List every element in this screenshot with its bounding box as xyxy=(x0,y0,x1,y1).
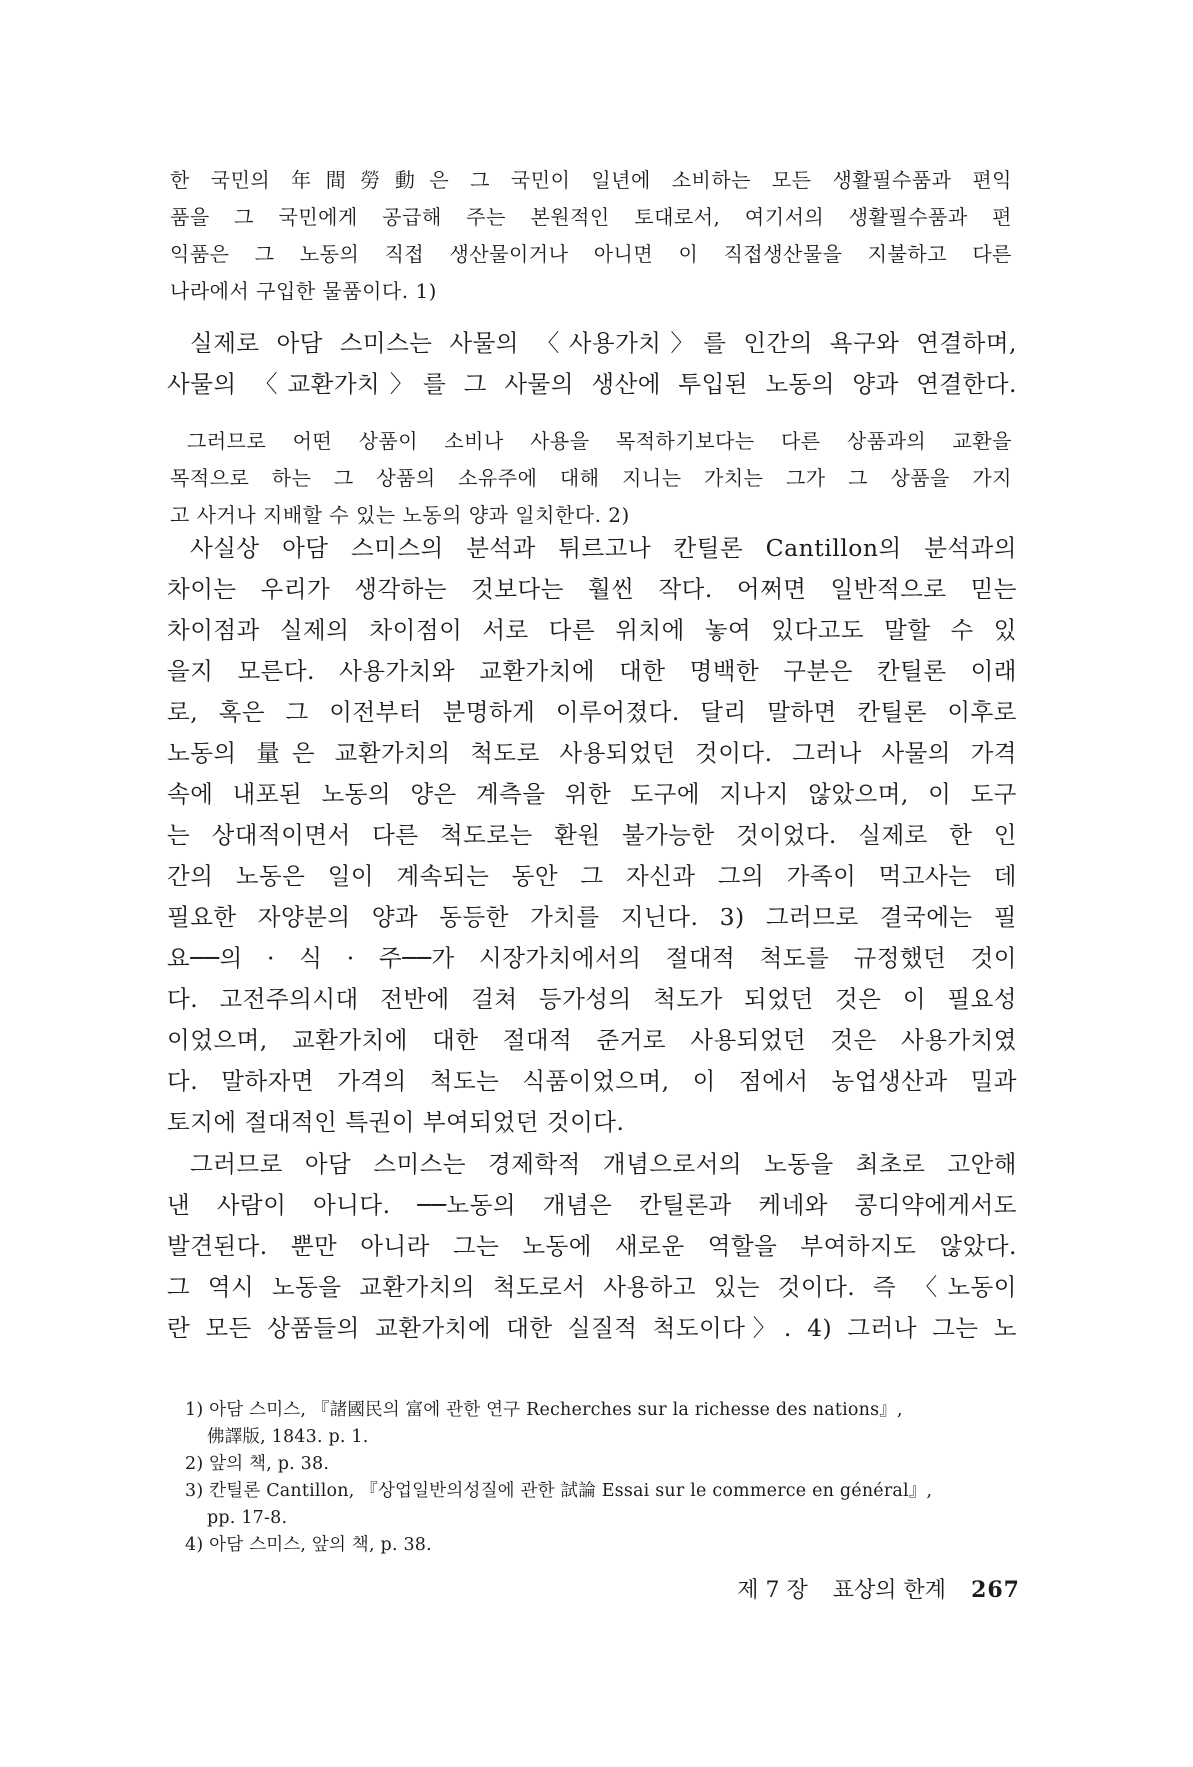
quote-2-line: 그러므로 어떤 상품이 소비나 사용을 목적하기보다는 다른 상품과의 교환을 xyxy=(187,429,1012,453)
footnote: 4) 아담 스미스, 앞의 책, p. 38. xyxy=(185,1535,432,1555)
paragraph-2-line: 노동의 量은 교환가치의 척도로 사용되었던 것이다. 그러나 사물의 가격 xyxy=(167,739,1017,767)
quote-1-line: 익품은 그 노동의 직접 생산물이거나 아니면 이 직접생산물을 지불하고 다른 xyxy=(170,242,1012,266)
paragraph-2-line: 필요한 자양분의 양과 동등한 가치를 지닌다. 3) 그러므로 결국에는 필 xyxy=(167,903,1017,931)
running-footer xyxy=(600,1573,1020,1604)
block-quote-1 xyxy=(170,162,1012,310)
paragraph-2-line: 토지에 절대적인 특권이 부여되었던 것이다. xyxy=(167,1108,625,1136)
quote-1-line: 나라에서 구입한 물품이다. 1) xyxy=(170,279,437,303)
page-number: 267 xyxy=(971,1577,1020,1603)
paragraph-2-line: 이었으며, 교환가치에 대한 절대적 준거로 사용되었던 것은 사용가치였 xyxy=(167,1026,1017,1054)
paragraph-1 xyxy=(167,323,1017,405)
paragraph-2-line: 을지 모른다. 사용가치와 교환가치에 대한 명백한 구분은 칸틸론 이래 xyxy=(167,657,1017,685)
quote-1-line: 한 국민의 年間勞動은 그 국민이 일년에 소비하는 모든 생활필수품과 편익 xyxy=(170,168,1012,192)
chapter-title: 표상의 한계 xyxy=(832,1578,947,1603)
paragraph-3-line: 란 모든 상품들의 교환가치에 대한 실질적 척도이다〉. 4) 그러나 그는 노 xyxy=(167,1314,1017,1342)
footnote: 2) 앞의 책, p. 38. xyxy=(185,1454,330,1474)
chapter-label: 제 7 장 xyxy=(737,1578,808,1603)
paragraph-2-line: 로, 혹은 그 이전부터 분명하게 이루어졌다. 달리 말하면 칸틸론 이후로 xyxy=(167,698,1017,726)
footnote: 1) 아담 스미스, 『諸國民의 富에 관한 연구 Recherches sur la richesse des nations』, xyxy=(185,1400,903,1420)
footnote: 3) 칸틸론 Cantillon, 『상업일반의성질에 관한 試論 Essai sur le commerce en général』, xyxy=(185,1481,933,1501)
paragraph-2-line: 간의 노동은 일이 계속되는 동안 그 자신과 그의 가족이 먹고사는 데 xyxy=(167,862,1017,890)
paragraph-2-line: 차이점과 실제의 차이점이 서로 다른 위치에 놓여 있다고도 말할 수 있 xyxy=(167,616,1017,644)
paragraph-2-line: 는 상대적이면서 다른 척도로는 환원 불가능한 것이었다. 실제로 한 인 xyxy=(167,821,1017,849)
footnotes xyxy=(185,1397,1015,1559)
footnote: pp. 17-8. xyxy=(207,1508,288,1528)
paragraph-3-line: 발견된다. 뿐만 아니라 그는 노동에 새로운 역할을 부여하지도 않았다. xyxy=(167,1232,1017,1260)
paragraph-2 xyxy=(167,528,1017,1143)
quote-1-line: 품을 그 국민에게 공급해 주는 본원적인 토대로서, 여기서의 생활필수품과 편 xyxy=(170,205,1012,229)
paragraph-2-line: 다. 말하자면 가격의 척도는 식품이었으며, 이 점에서 농업생산과 밀과 xyxy=(167,1067,1017,1095)
paragraph-3 xyxy=(167,1144,1017,1349)
block-quote-2 xyxy=(170,423,1012,534)
paragraph-2-line: 요──의 · 식 · 주──가 시장가치에서의 절대적 척도를 규정했던 것이 xyxy=(167,944,1017,972)
paragraph-1-line: 실제로 아담 스미스는 사물의 〈사용가치〉를 인간의 욕구와 연결하며, xyxy=(190,329,1017,357)
paragraph-2-line: 차이는 우리가 생각하는 것보다는 훨씬 작다. 어쩌면 일반적으로 믿는 xyxy=(167,575,1017,603)
paragraph-3-line: 낸 사람이 아니다. ──노동의 개념은 칸틸론과 케네와 콩디약에게서도 xyxy=(167,1191,1017,1219)
paragraph-2-line: 사실상 아담 스미스의 분석과 튀르고나 칸틸론 Cantillon의 분석과의 xyxy=(190,534,1017,562)
quote-2-line: 목적으로 하는 그 상품의 소유주에 대해 지니는 가치는 그가 그 상품을 가지 xyxy=(170,466,1012,490)
paragraph-3-line: 그 역시 노동을 교환가치의 척도로서 사용하고 있는 것이다. 즉 〈노동이 xyxy=(167,1273,1017,1301)
paragraph-1-line: 사물의 〈교환가치〉를 그 사물의 생산에 투입된 노동의 양과 연결한다. xyxy=(167,370,1017,398)
paragraph-2-line: 속에 내포된 노동의 양은 계측을 위한 도구에 지나지 않았으며, 이 도구 xyxy=(167,780,1017,808)
paragraph-3-line: 그러므로 아담 스미스는 경제학적 개념으로서의 노동을 최초로 고안해 xyxy=(190,1150,1017,1178)
paragraph-2-line: 다. 고전주의시대 전반에 걸쳐 등가성의 척도가 되었던 것은 이 필요성 xyxy=(167,985,1017,1013)
quote-2-line: 고 사거나 지배할 수 있는 노동의 양과 일치한다. 2) xyxy=(170,503,630,527)
footnote: 佛譯版, 1843. p. 1. xyxy=(207,1427,369,1447)
